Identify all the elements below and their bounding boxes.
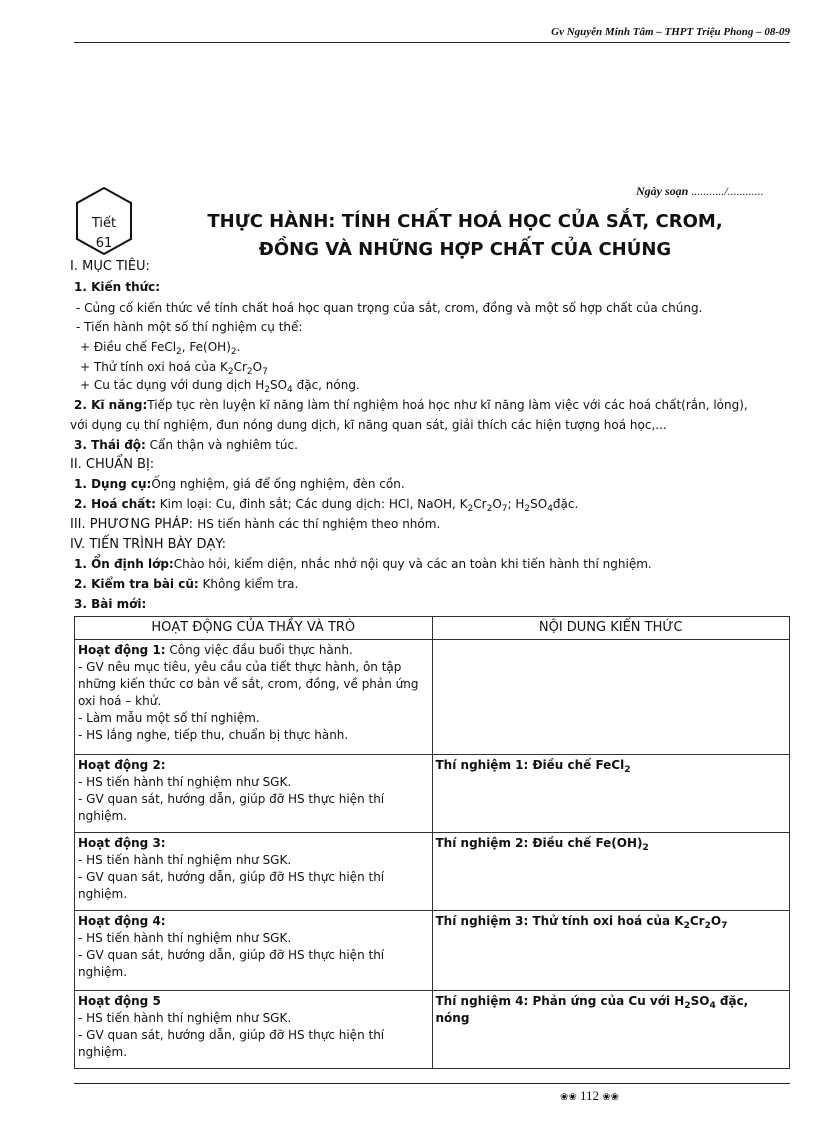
s4-review: 2. Kiểm tra bài cũ: Không kiểm tra.: [74, 577, 299, 591]
s1-knowledge-line-5: + Cu tác dụng với dung dịch $H_2SO_4$ đặc, nóng.: [80, 378, 360, 395]
header-divider: [74, 42, 790, 43]
s1-skills-heading: 2. Kĩ năng:: [74, 398, 148, 412]
s1-knowledge-line-2: - Tiến hành một số thí nghiệm cụ thể:: [76, 320, 303, 334]
table-row: [75, 991, 790, 1069]
date-blank: .........../............: [691, 184, 764, 198]
s2-tools: 1. Dụng cụ:Ống nghiệm, giá để ống nghiệm, đèn cồn.: [74, 477, 405, 491]
s1-knowledge-line-1: - Củng cố kiến thức về tính chất hoá học quan trọng của sắt, crom, đồng và một số hợp chất của chúng.: [76, 301, 703, 315]
content-cell: Thí nghiệm 4: Phản ứng của Cu với $H_2SO_4$ đặc, nóng: [432, 991, 790, 1069]
date-prepared: [636, 184, 764, 199]
table-row: [75, 640, 790, 755]
footer-ornament-left-icon: ❀❀: [560, 1092, 577, 1103]
section-3: III. PHƯƠNG PHÁP: HS tiến hành các thí nghiệm theo nhóm.: [70, 517, 441, 532]
table-header-row: [75, 617, 790, 640]
s1-skills-line-2: với dụng cụ thí nghiệm, đun nóng dung dịch, kĩ năng quan sát, giải thích các hiện tượng hoá học,...: [70, 418, 667, 432]
title-line-2: ĐỒNG VÀ NHỮNG HỢP CHẤT CỦA CHÚNG: [258, 239, 672, 260]
page-footer: [560, 1088, 619, 1104]
content-cell: Thí nghiệm 1: Điều chế FeCl$_2$: [432, 755, 790, 833]
content-cell: Thí nghiệm 3: Thử tính oxi hoá của $K_2Cr_2O_7$: [432, 911, 790, 991]
lesson-activity-table: [74, 616, 790, 1069]
date-label: Ngày soạn: [636, 184, 689, 198]
activity-cell: Hoạt động 2: - HS tiến hành thí nghiệm như SGK. - GV quan sát, hướng dẫn, giúp đỡ HS thực hiện thí nghiệm.: [75, 755, 433, 833]
footer-divider: [74, 1083, 790, 1084]
footer-ornament-right-icon: ❀❀: [602, 1092, 620, 1103]
page-number: 112: [580, 1088, 600, 1103]
table-row: [75, 833, 790, 911]
page-header: Gv Nguyễn Minh Tâm – THPT Triệu Phong – 08-09: [551, 26, 790, 38]
page-title: [150, 208, 780, 264]
activity-cell: Hoạt động 1: Công việc đầu buổi thực hành. - GV nêu mục tiêu, yêu cầu của tiết thực hành, ôn tập những kiến thức cơ bản về sắt, crom, đồng, về phản ứng oxi hoá – khử. - Làm mẫu một số thí nghiệm. - HS lắng nghe, tiếp thu, chuẩn bị thực hành.: [75, 640, 433, 755]
activity-cell: Hoạt động 5 - HS tiến hành thí nghiệm như SGK. - GV quan sát, hướng dẫn, giúp đỡ HS thực hiện thí nghiệm.: [75, 991, 433, 1069]
activity-cell: Hoạt động 3: - HS tiến hành thí nghiệm như SGK. - GV quan sát, hướng dẫn, giúp đỡ HS thực hiện thí nghiệm.: [75, 833, 433, 911]
s4-class-order: 1. Ổn định lớp:Chào hỏi, kiểm diện, nhắc nhở nội quy và các an toàn khi tiến hành thí nghiệm.: [74, 557, 652, 571]
badge-label: Tiết: [91, 216, 117, 231]
s4-new-lesson: 3. Bài mới:: [74, 597, 147, 611]
s1-attitude: 3. Thái độ: Cẩn thận và nghiêm túc.: [74, 438, 298, 452]
lesson-number-badge: [74, 214, 134, 254]
title-line-1: THỰC HÀNH: TÍNH CHẤT HOÁ HỌC CỦA SẮT, CROM,: [207, 211, 723, 232]
section-2-heading: II. CHUẨN BỊ:: [70, 457, 155, 472]
table-row: [75, 911, 790, 991]
s1-knowledge-line-3: + Điều chế FeCl$_2$, $Fe(OH)_2$.: [80, 340, 241, 357]
s2-chemicals: 2. Hoá chất: Kim loại: Cu, đinh sắt; Các dung dịch: HCl, NaOH, $K_2Cr_2O_7$; $H_2SO_4đặc$.: [74, 497, 579, 514]
col-content-header: NỘI DUNG KIẾN THỨC: [432, 617, 790, 640]
table-row: [75, 755, 790, 833]
section-1-heading: I. MỤC TIÊU:: [70, 259, 150, 274]
content-cell: Thí nghiệm 2: Điều chế $Fe(OH)_2$: [432, 833, 790, 911]
content-cell: [432, 640, 790, 755]
s1-knowledge-line-4: + Thử tính oxi hoá của $K_2Cr_2O_7$: [80, 360, 268, 377]
badge-number: 61: [95, 236, 113, 251]
s1-knowledge-heading: 1. Kiến thức:: [74, 280, 161, 294]
s1-skills-line-1: 2. Kĩ năng:Tiếp tục rèn luyện kĩ năng làm thí nghiệm hoá học như kĩ năng làm việc với các hoá chất(rắn, lỏng),: [74, 398, 748, 412]
section-4-heading: IV. TIẾN TRÌNH BÀY DẠY:: [70, 537, 226, 552]
activity-cell: Hoạt động 4: - HS tiến hành thí nghiệm như SGK. - GV quan sát, hướng dẫn, giúp đỡ HS thực hiện thí nghiệm.: [75, 911, 433, 991]
col-activities-header: HOẠT ĐỘNG CỦA THẦY VÀ TRÒ: [75, 617, 433, 640]
